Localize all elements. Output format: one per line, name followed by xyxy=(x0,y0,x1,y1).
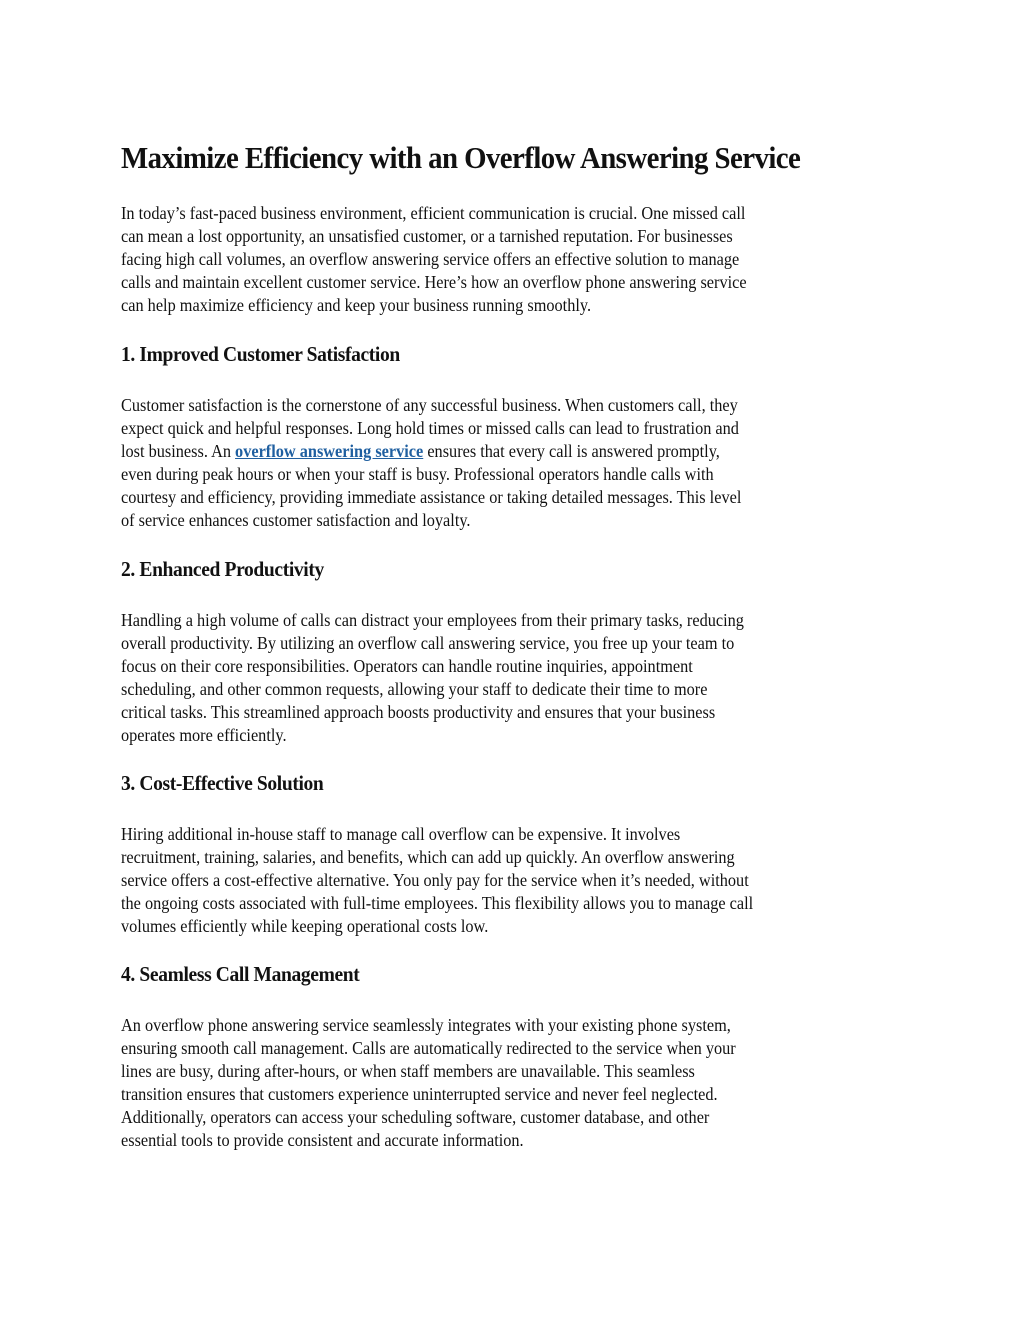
text-line: Customer satisfaction is the cornerstone of any successful business. When customers call, they xyxy=(121,395,738,415)
text-line: facing high call volumes, an overflow answering service offers an effective solution to manage xyxy=(121,249,740,269)
text-line-with-link xyxy=(121,440,890,463)
text-line: transition ensures that customers experience uninterrupted service and never feel neglected. xyxy=(121,1084,718,1104)
text-line: critical tasks. This streamlined approach boosts productivity and ensures that your business xyxy=(121,702,716,722)
text-line: scheduling, and other common requests, allowing your staff to dedicate their time to more xyxy=(121,679,708,699)
text-line: courtesy and efficiency, providing immediate assistance or taking detailed messages. This level xyxy=(121,487,742,507)
text-line: Handling a high volume of calls can distract your employees from their primary tasks, reducing xyxy=(121,610,744,630)
section-paragraph-cost-effective xyxy=(121,823,890,938)
text-line: Additionally, operators can access your scheduling software, customer database, and other xyxy=(121,1107,710,1127)
text-line: can help maximize efficiency and keep your business running smoothly. xyxy=(121,295,592,315)
intro-paragraph xyxy=(121,202,890,317)
page-title: Maximize Efficiency with an Overflow Answering Service xyxy=(121,140,801,175)
text-line: can mean a lost opportunity, an unsatisfied customer, or a tarnished reputation. For businesses xyxy=(121,226,733,246)
section-paragraph-enhanced-productivity xyxy=(121,609,890,747)
text-line: of service enhances customer satisfaction and loyalty. xyxy=(121,510,471,530)
text-line: Hiring additional in-house staff to manage call overflow can be expensive. It involves xyxy=(121,824,681,844)
text-line: expect quick and helpful responses. Long hold times or missed calls can lead to frustration and xyxy=(121,418,739,438)
overflow-answering-service-link[interactable]: overflow answering service xyxy=(235,441,424,461)
section-heading-seamless-call-management: 4. Seamless Call Management xyxy=(121,962,360,986)
text-line: service offers a cost-effective alternative. You only pay for the service when it’s needed, without xyxy=(121,870,749,890)
text-line: even during peak hours or when your staff is busy. Professional operators handle calls with xyxy=(121,464,714,484)
text-segment: ensures that every call is answered promptly, xyxy=(423,441,720,461)
text-segment: lost business. An xyxy=(121,441,236,461)
text-line: essential tools to provide consistent and accurate information. xyxy=(121,1130,524,1150)
text-line: ensuring smooth call management. Calls are automatically redirected to the service when your xyxy=(121,1038,736,1058)
text-line: operates more efficiently. xyxy=(121,725,287,745)
text-line: volumes efficiently while keeping operational costs low. xyxy=(121,916,489,936)
section-paragraph-seamless-call-management xyxy=(121,1014,890,1152)
section-heading-customer-satisfaction: 1. Improved Customer Satisfaction xyxy=(121,342,400,366)
text-line: the ongoing costs associated with full-time employees. This flexibility allows you to manage call xyxy=(121,893,754,913)
text-line: In today’s fast-paced business environment, efficient communication is crucial. One missed call xyxy=(121,203,746,223)
text-line: lines are busy, during after-hours, or when staff members are unavailable. This seamless xyxy=(121,1061,695,1081)
text-line: recruitment, training, salaries, and benefits, which can add up quickly. An overflow answering xyxy=(121,847,735,867)
section-heading-enhanced-productivity: 2. Enhanced Productivity xyxy=(121,557,324,581)
text-line: focus on their core responsibilities. Operators can handle routine inquiries, appointment xyxy=(121,656,693,676)
text-line: calls and maintain excellent customer service. Here’s how an overflow phone answering service xyxy=(121,272,747,292)
section-heading-cost-effective: 3. Cost-Effective Solution xyxy=(121,771,324,795)
text-line: overall productivity. By utilizing an overflow call answering service, you free up your team to xyxy=(121,633,735,653)
section-paragraph-customer-satisfaction xyxy=(121,394,890,532)
text-line: An overflow phone answering service seamlessly integrates with your existing phone system, xyxy=(121,1015,731,1035)
